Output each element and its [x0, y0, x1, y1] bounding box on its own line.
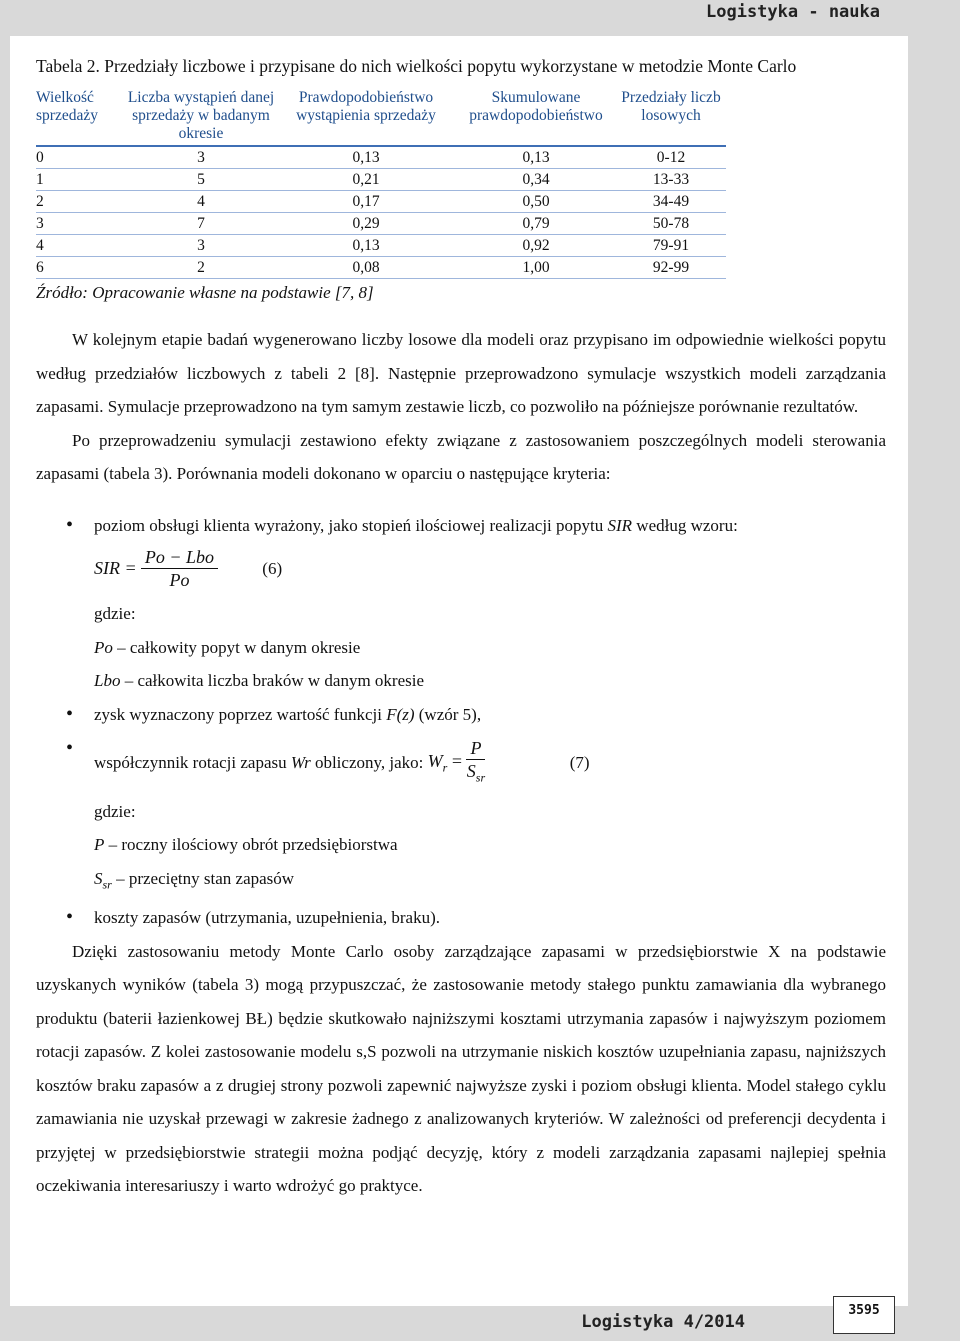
- symbol: Po: [94, 637, 113, 657]
- top-bar: [0, 0, 960, 36]
- fraction-denominator: [466, 760, 485, 789]
- definition: [36, 862, 886, 902]
- table-header-row: [36, 89, 726, 146]
- table-row: [36, 213, 726, 235]
- col-header: Przedziały liczb losowych: [616, 89, 726, 146]
- table-cell: 3: [126, 146, 276, 169]
- col-header: Wielkość sprzedaży: [36, 89, 126, 146]
- col-header: Skumulowane prawdopodobieństwo: [456, 89, 616, 146]
- table-cell: 0,29: [276, 213, 456, 235]
- table-cell: 0,50: [456, 191, 616, 213]
- paragraph: W kolejnym etapie badań wygenerowano liczby losowe dla modeli oraz przypisano im odpowiednie wielkości popytu według przedziałów liczbowych z tabeli 2 [8]. Następnie przeprowadzono symulacje wszystkich modeli zarządzania zapasami. Symulacje przeprowadzono na tym samym zestawie liczb, co pozwoliło na późniejsze porównanie rezultatów.: [36, 330, 886, 416]
- table-cell: 0,92: [456, 235, 616, 257]
- symbol: F(z): [386, 704, 415, 724]
- formula-6: [36, 546, 886, 591]
- table-cell: 2: [126, 257, 276, 279]
- table-cell: 79-91: [616, 235, 726, 257]
- table-cell: 2: [36, 191, 126, 213]
- table-cell: 34-49: [616, 191, 726, 213]
- formula-number: (7): [569, 752, 590, 772]
- formula-subscript: r: [442, 760, 448, 775]
- table-cell: 0,13: [456, 146, 616, 169]
- formula-equals: =: [451, 750, 462, 771]
- table-cell: 4: [36, 235, 126, 257]
- table-cell: 0,13: [276, 235, 456, 257]
- table-cell: 92-99: [616, 257, 726, 279]
- table-caption: Tabela 2. Przedziały liczbowe i przypisane do nich wielkości popytu wykorzystane w metodzie Monte Carlo: [36, 56, 797, 76]
- table-row: [36, 146, 726, 169]
- definition-text: – całkowity popyt w danym okresie: [112, 637, 361, 657]
- symbol: S: [94, 868, 103, 888]
- formula-7: [428, 737, 486, 789]
- criterion-text: współczynnik rotacji zapasu: [94, 752, 291, 772]
- table-cell: 0,17: [276, 191, 456, 213]
- table-cell: 6: [36, 257, 126, 279]
- criterion-text: (wzór 5),: [414, 704, 482, 724]
- fraction-numerator: P: [466, 737, 485, 760]
- page: [10, 36, 908, 1306]
- table-cell: 5: [126, 169, 276, 191]
- definition: [36, 664, 886, 698]
- page-content: [36, 56, 886, 1203]
- table-cell: 0-12: [616, 146, 726, 169]
- where-label: gdzie:: [94, 801, 136, 821]
- definition: [36, 631, 886, 665]
- formula-fraction: [141, 546, 218, 591]
- definition-text: – przeciętny stan zapasów: [111, 868, 295, 888]
- table-row: [36, 257, 726, 279]
- table-cell: 3: [126, 235, 276, 257]
- table-cell: 1,00: [456, 257, 616, 279]
- table-cell: 0,13: [276, 146, 456, 169]
- definition: [36, 828, 886, 862]
- col-header: Prawdopodobieństwo wystąpienia sprzedaży: [276, 89, 456, 146]
- symbol: SIR: [607, 515, 633, 535]
- criterion-text: zysk wyznaczony poprzez wartość funkcji: [94, 704, 387, 724]
- fraction-denominator: Po: [169, 570, 190, 590]
- table-source: Źródło: Opracowanie własne na podstawie [7, 8]: [36, 283, 374, 302]
- denominator-symbol: S: [466, 761, 476, 781]
- table-cell: 0,08: [276, 257, 456, 279]
- paragraph: Po przeprowadzeniu symulacji zestawiono efekty związane z zastosowaniem poszczególnych modeli sterowania zapasami (tabela 3). Porównania modeli dokonano w oparciu o następujące kryteria:: [36, 430, 886, 483]
- definition-text: – roczny ilościowy obrót przedsiębiorstwa: [104, 835, 398, 855]
- table-row: [36, 191, 726, 213]
- table-row: [36, 235, 726, 257]
- table-cell: 0,21: [276, 169, 456, 191]
- col-header: Liczba wystąpień danej sprzedaży w badanym okresie: [126, 89, 276, 146]
- criterion-item: [36, 737, 886, 789]
- symbol: Wr: [290, 752, 311, 772]
- criterion-item: [36, 509, 886, 543]
- paragraph: Dzięki zastosowaniu metody Monte Carlo osoby zarządzające zapasami w przedsiębiorstwie X na podstawie uzyskanych wyników (tabela 3) mogą przypuszczać, że zastosowanie metody stałego punktu zamawiania dla wybranego produktu (baterii łazienkowej BŁ) będzie skutkowało najniższymi kosztami utrzymania zapasów i najwyższym poziomem rotacji zapasów. Z kolei zastosowanie modelu s,S pozwoli na utrzymanie niskich kosztów uzupełniania zapasu, najniższych kosztów braku zapasów a z drugiej strony pozwoli zapewnić najwyższe zyski i poziom obsługi klienta. Model stałego cyklu zamawiania nie uzyskał przewagi w zakresie żadnego z analizowanych kryteriów. W zależności od preferencji decydenta i przyjętej w przedsiębiorstwie strategii można podjąć decyzję, który z modeli zarządzania zapasami najlepiej spełnia oczekiwania interesariuszy i warto wdrożyć go praktyce.: [36, 941, 886, 1196]
- table-cell: 1: [36, 169, 126, 191]
- table-cell: 0,79: [456, 213, 616, 235]
- table-cell: 3: [36, 213, 126, 235]
- table-row: [36, 169, 726, 191]
- denominator-subscript: sr: [475, 770, 486, 785]
- symbol-subscript: sr: [102, 876, 112, 891]
- table-cell: 0: [36, 146, 126, 169]
- criterion-item: [36, 698, 886, 732]
- formula-lhs: SIR =: [94, 558, 137, 578]
- symbol: Lbo: [94, 671, 121, 690]
- table-cell: 13-33: [616, 169, 726, 191]
- footer-journal-title: Logistyka 4/2014: [581, 1312, 745, 1332]
- page-number: 3595: [833, 1296, 895, 1334]
- fraction-numerator: Po − Lbo: [141, 546, 218, 569]
- table-cell: 0,34: [456, 169, 616, 191]
- formula-number: (6): [262, 558, 283, 578]
- monte-carlo-table: [36, 89, 726, 279]
- criterion-text: według wzoru:: [632, 515, 738, 535]
- criterion-text: obliczony, jako:: [310, 752, 428, 772]
- formula-lhs: W: [427, 750, 443, 771]
- symbol: P: [94, 835, 105, 855]
- criterion-item: • koszty zapasów (utrzymania, uzupełnienia, braku).: [36, 901, 886, 935]
- table-cell: 4: [126, 191, 276, 213]
- table-cell: 7: [126, 213, 276, 235]
- journal-section-label: Logistyka - nauka: [706, 2, 880, 22]
- table-cell: 50-78: [616, 213, 726, 235]
- criterion-text: poziom obsługi klienta wyrażony, jako stopień ilościowej realizacji popytu: [94, 515, 608, 535]
- definition-text: – całkowita liczba braków w danym okresie: [120, 671, 425, 690]
- formula-fraction: [466, 737, 485, 789]
- where-label: gdzie:: [94, 604, 136, 623]
